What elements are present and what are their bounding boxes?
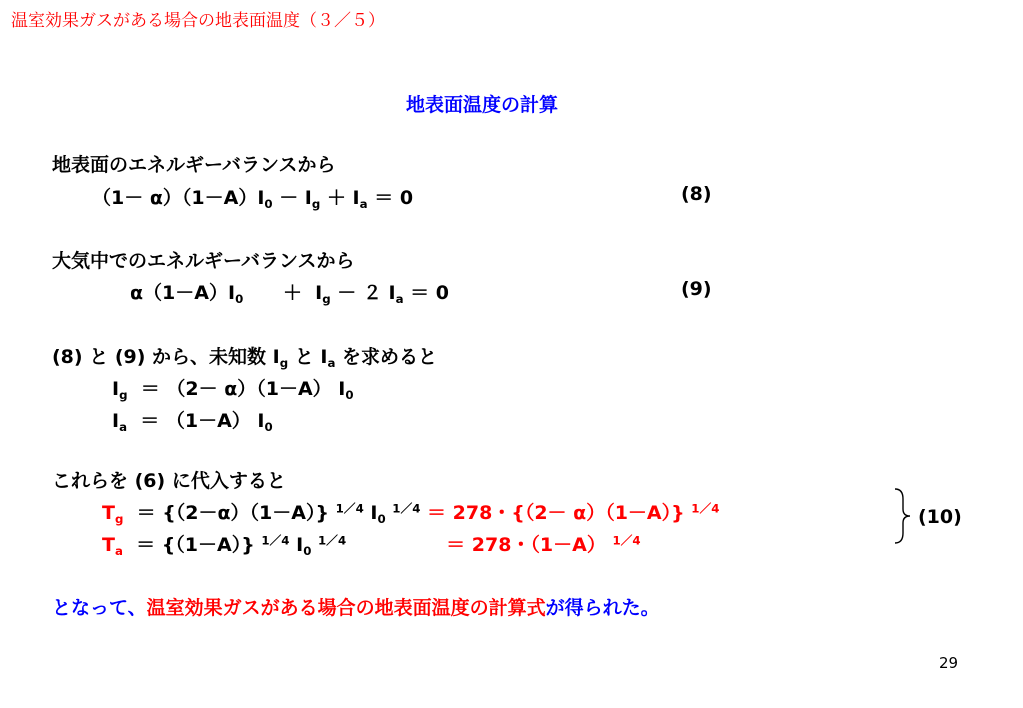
surface-balance-label: 地表面のエネルギーバランスから	[52, 154, 336, 176]
conclusion-text: となって、温室効果ガスがある場合の地表面温度の計算式が得られた。	[52, 597, 660, 619]
slide-title: 温室効果ガスがある場合の地表面温度（３／５）	[11, 11, 385, 31]
ia-solution: $I_a = (1-A)$ $I_0$	[112, 410, 273, 435]
ig-solution: $I_g = (2- \alpha)(1-A)$ $I_0$	[112, 378, 354, 403]
equation-9: $\alpha(1-A)I_0$ ＋ $I_g - 2$ $I_a = 0$	[130, 282, 450, 307]
equation-9-number: (9)	[681, 278, 712, 300]
right-brace-icon	[893, 487, 913, 545]
atmosphere-balance-label: 大気中でのエネルギーバランスから	[52, 250, 355, 272]
solve-label: (8) と (9) から、未知数 $I_g$ と $I_a$ を求めると	[52, 346, 438, 371]
substitute-label: これらを (6) に代入すると	[52, 470, 286, 492]
equation-8: $(1- \alpha)(1-A)I_0 - I_g + I_a = 0$	[92, 187, 414, 212]
tg-equation: $T_g = \{(2-\alpha)(1-A)\}$ $^{1/4}$ $I_0$ $^{1/4}$ ＝ 278・{（2－ α）（1－A）} $^{1/4}$	[102, 501, 720, 527]
ta-equation: $T_a = \{(1-A)\}$ $^{1/4}$ $I_0$ $^{1/4}$ ＝ 278・（1－A） $^{1/4}$	[102, 533, 641, 559]
page-number: 29	[939, 654, 959, 672]
section-heading: 地表面温度の計算	[406, 94, 559, 116]
equation-8-number: (8)	[681, 183, 712, 205]
equation-10-number: (10)	[918, 506, 962, 528]
